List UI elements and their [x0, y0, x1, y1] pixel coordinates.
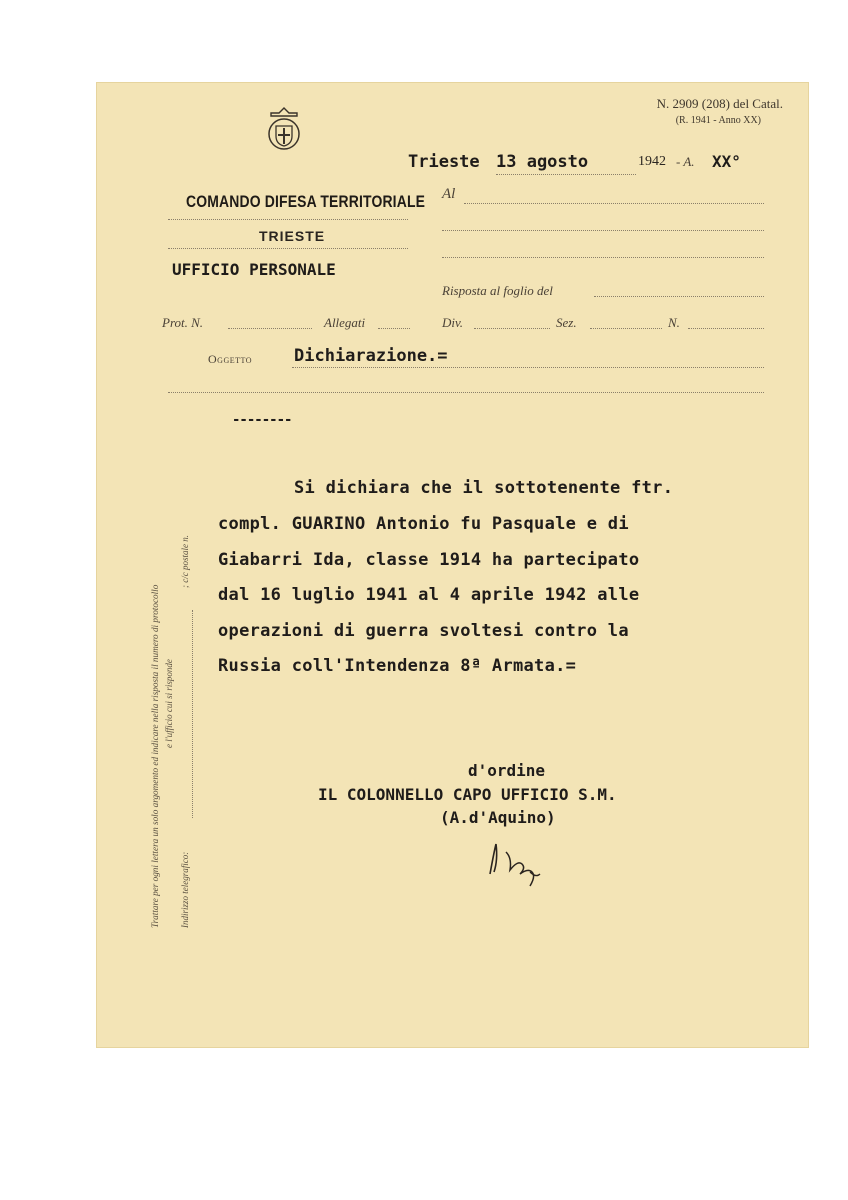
- place-label: Trieste: [408, 152, 480, 172]
- year-value: 1942: [638, 154, 666, 169]
- body-line-4: dal 16 luglio 1941 al 4 aprile 1942 alle: [218, 585, 640, 605]
- date-typed: 13 agosto: [496, 152, 589, 172]
- body-line-3: Giabarri Ida, classe 1914 ha partecipato: [218, 550, 640, 570]
- division-label: Div.: [442, 315, 464, 330]
- handwritten-signature: [482, 832, 552, 892]
- margin-instruction-2: e l'ufficio cui si risponde: [164, 659, 174, 748]
- margin-instruction: Trattare per ogni lettera un solo argomento ed indicare nella risposta il numero di protocollo: [150, 584, 160, 928]
- signature-title: IL COLONNELLO CAPO UFFICIO S.M.: [318, 785, 617, 804]
- number-label: N.: [668, 315, 680, 330]
- command-title: COMANDO DIFESA TERRITORIALE: [186, 192, 426, 211]
- department-title: UFFICIO PERSONALE: [172, 260, 336, 279]
- era-value: XX°: [712, 152, 741, 171]
- body-line-1: Si dichiara che il sottotenente ftr.: [294, 478, 674, 498]
- signature-name: (A.d'Aquino): [440, 808, 556, 827]
- recipient-label: Al: [442, 186, 456, 202]
- protocol-label: Prot. N.: [162, 315, 204, 330]
- catalog-number: N. 2909 (208) del Catal.: [656, 96, 783, 111]
- body-line-6: Russia coll'Intendenza 8ª Armata.=: [218, 656, 577, 676]
- era-prefix: - A.: [676, 154, 695, 169]
- document-sheet: [96, 82, 809, 1048]
- margin-telegraph-label: Indirizzo telegrafico:: [180, 851, 190, 928]
- section-label: Sez.: [556, 315, 577, 330]
- body-line-5: operazioni di guerra svoltesi contro la: [218, 621, 629, 641]
- margin-postal-label: ; c/c postale n.: [180, 535, 190, 588]
- body-line-2: compl. GUARINO Antonio fu Pasquale e di: [218, 514, 629, 534]
- reply-label: Risposta al foglio del: [442, 283, 553, 298]
- subject-label: Oggetto: [208, 352, 253, 366]
- attachments-label: Allegati: [324, 315, 366, 330]
- signature-order: d'ordine: [468, 761, 546, 780]
- subject-value: Dichiarazione.=: [294, 346, 448, 366]
- catalog-year: (R. 1941 - Anno XX): [675, 115, 761, 126]
- coat-of-arms-icon: [264, 106, 304, 152]
- separator-line: --------: [232, 412, 292, 428]
- city-title: TRIESTE: [259, 228, 326, 244]
